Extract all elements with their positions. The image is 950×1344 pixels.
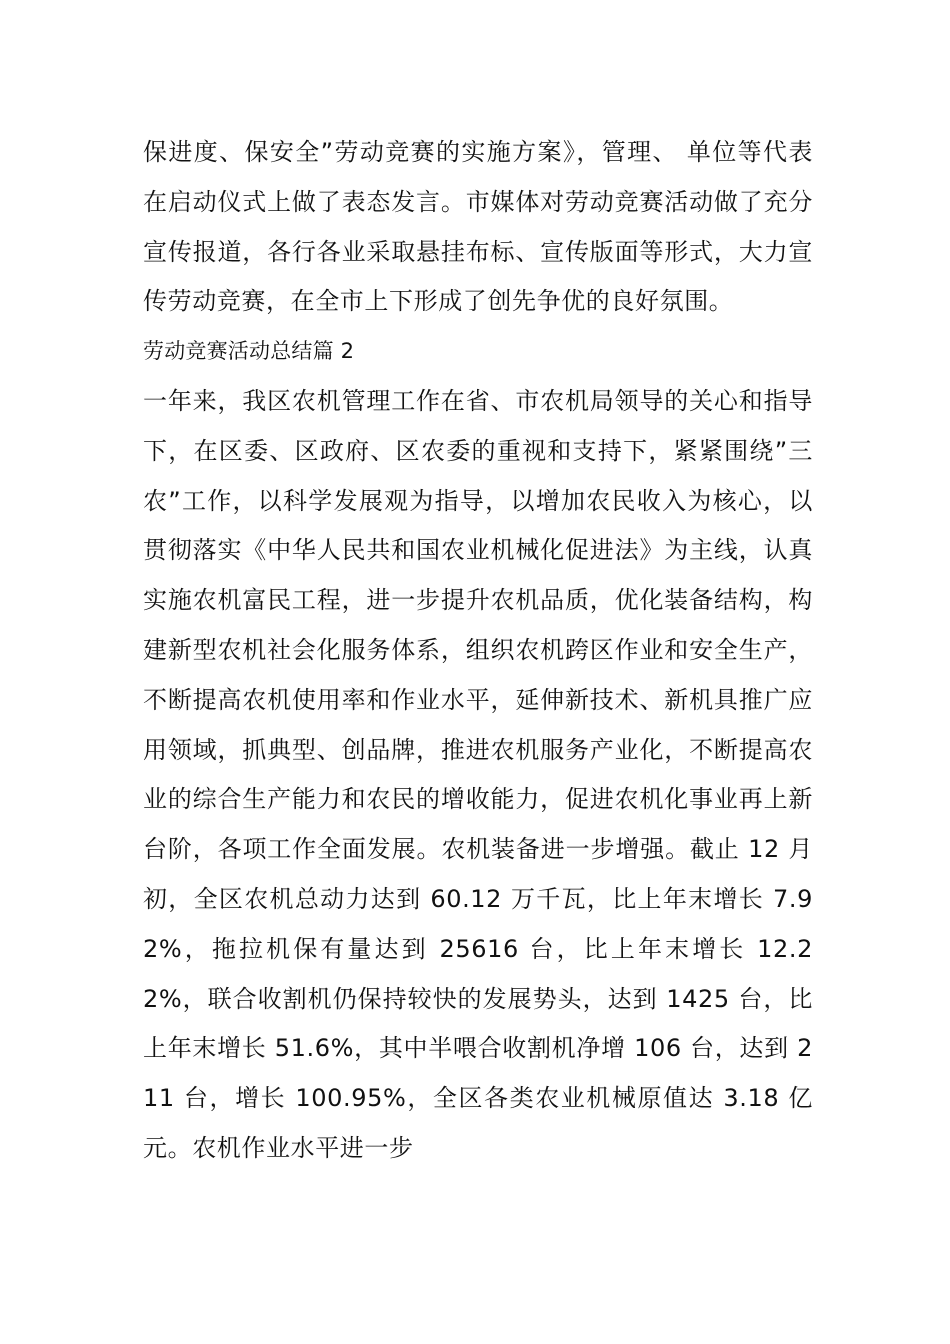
document-body <box>143 128 813 1174</box>
paragraph-2: 一年来，我区农机管理工作在省、市农机局领导的关心和指导下，在区委、区政府、区农委的重视和支持下，紧紧围绕”三农”工作，以科学发展观为指导，以增加农民收入为核心，以贯彻落实《中华人民共和国农业机械化促进法》为主线，认真实施农机富民工程，进一步提升农机品质，优化装备结构，构建新型农机社会化服务体系，组织农机跨区作业和安全生产，不断提高农机使用率和作业水平，延伸新技术、新机具推广应用领域，抓典型、创品牌，推进农机服务产业化，不断提高农业的综合生产能力和农民的增收能力，促进农机化事业再上新台阶，各项工作全面发展。农机装备进一步增强。截止 12 月初，全区农机总动力达到 60.12 万千瓦，比上年末增长 7.92%，拖拉机保有量达到 25616 台，比上年末增长 12.22%，联合收割机仍保持较快的发展势头，达到 1425 台，比上年末增长 51.6%，其中半喂合收割机净增 106 台，达到 211 台，增长 100.95%，全区各类农业机械原值达 3.18 亿元。农机作业水平进一步 <box>143 386 813 1162</box>
section-heading: 劳动竞赛活动总结篇 2 <box>143 339 355 364</box>
paragraph-1: 保进度、保安全”劳动竞赛的实施方案》，管理、 单位等代表在启动仪式上做了表态发言。市媒体对劳动竞赛活动做了充分宣传报道，各行各业采取悬挂布标、宣传版面等形式，大力宣传劳动竞赛，在全市上下形成了创先争优的良好氛围。 <box>143 138 813 316</box>
